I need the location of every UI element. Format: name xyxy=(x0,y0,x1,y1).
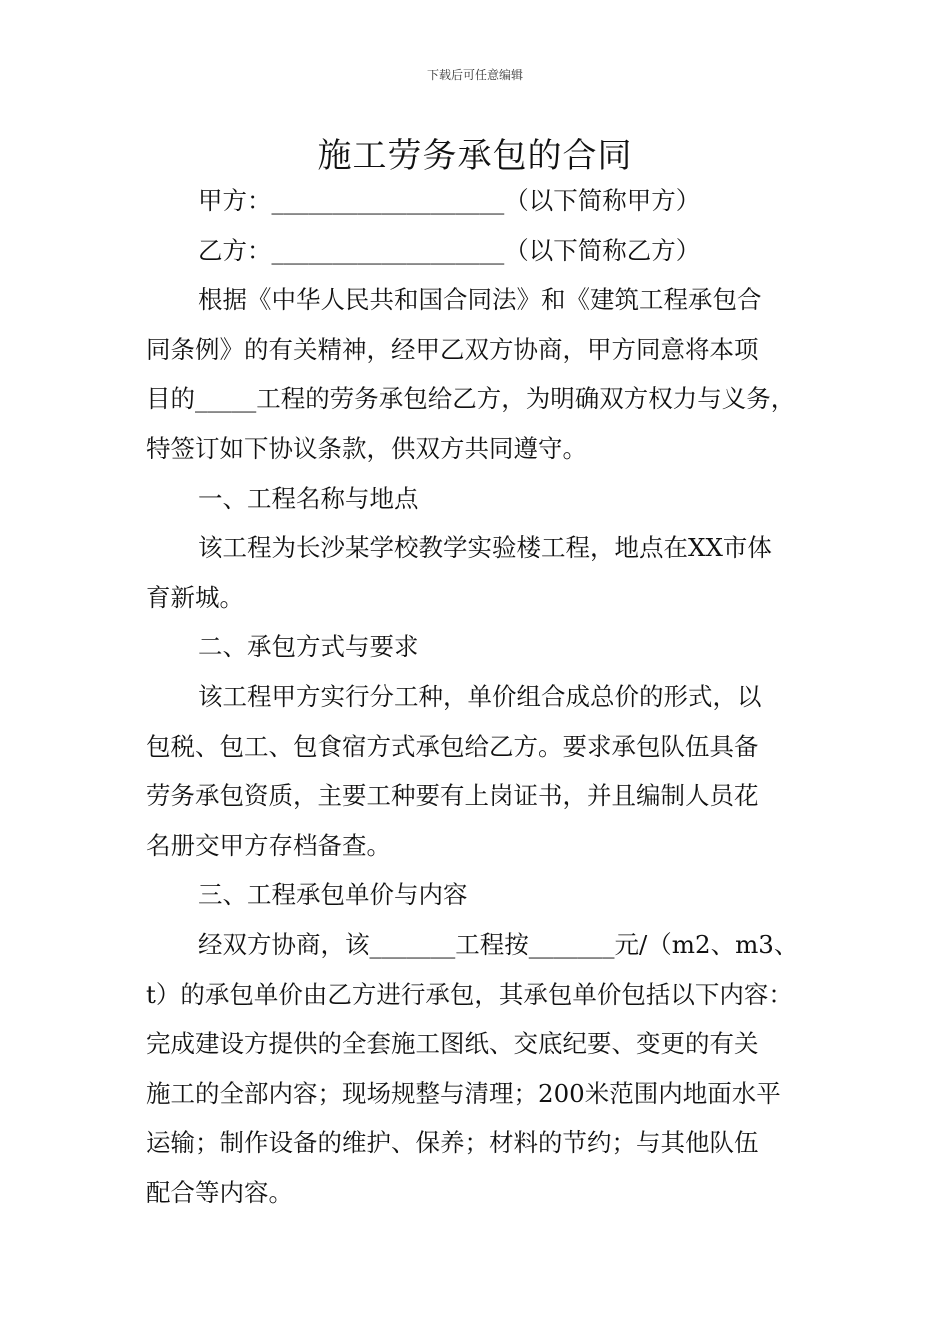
document-body xyxy=(146,176,836,1217)
text-line: 该工程为长沙某学校教学实验楼工程，地点在XX市体 xyxy=(198,533,772,563)
document-title: 施工劳务承包的合同 xyxy=(317,136,633,176)
text-line: 特签订如下协议条款，供双方共同遵守。 xyxy=(146,433,587,463)
text-line: t）的承包单价由乙方进行承包，其承包单价包括以下内容： xyxy=(146,979,793,1009)
party-a-line: 甲方：___________________（以下简称甲方） xyxy=(198,186,701,215)
text-line: 配合等内容。 xyxy=(146,1177,293,1207)
party-b-line: 乙方：___________________（以下简称乙方） xyxy=(198,235,701,265)
section-heading-2: 二、承包方式与要求 xyxy=(198,632,419,662)
text-line: 经双方协商，该_______工程按_______元/（m2、m3、 xyxy=(198,929,799,959)
text-line: 同条例》的有关精神，经甲乙双方协商，甲方同意将本项 xyxy=(146,334,759,364)
text-line: 完成建设方提供的全套施工图纸、交底纪要、变更的有关 xyxy=(146,1029,759,1059)
section-heading-1: 一、工程名称与地点 xyxy=(198,483,419,513)
text-line: 该工程甲方实行分工种，单价组合成总价的形式，以 xyxy=(198,681,762,711)
text-line: 名册交甲方存档备查。 xyxy=(146,830,391,860)
text-line: 施工的全部内容；现场规整与清理；200米范围内地面水平 xyxy=(146,1078,781,1108)
text-line: 目的_____工程的劳务承包给乙方，为明确双方权力与义务， xyxy=(146,384,796,414)
text-line: 育新城。 xyxy=(146,582,244,612)
header-note: 下载后可任意编辑 xyxy=(426,68,523,82)
text-line: 包税、包工、包食宿方式承包给乙方。要求承包队伍具备 xyxy=(146,731,759,761)
text-line: 劳务承包资质，主要工种要有上岗证书，并且编制人员花 xyxy=(146,781,759,811)
section-heading-3: 三、工程承包单价与内容 xyxy=(198,880,468,910)
text-line: 根据《中华人民共和国合同法》和《建筑工程承包合 xyxy=(198,285,762,315)
text-line: 运输；制作设备的维护、保养；材料的节约；与其他队伍 xyxy=(146,1128,759,1158)
